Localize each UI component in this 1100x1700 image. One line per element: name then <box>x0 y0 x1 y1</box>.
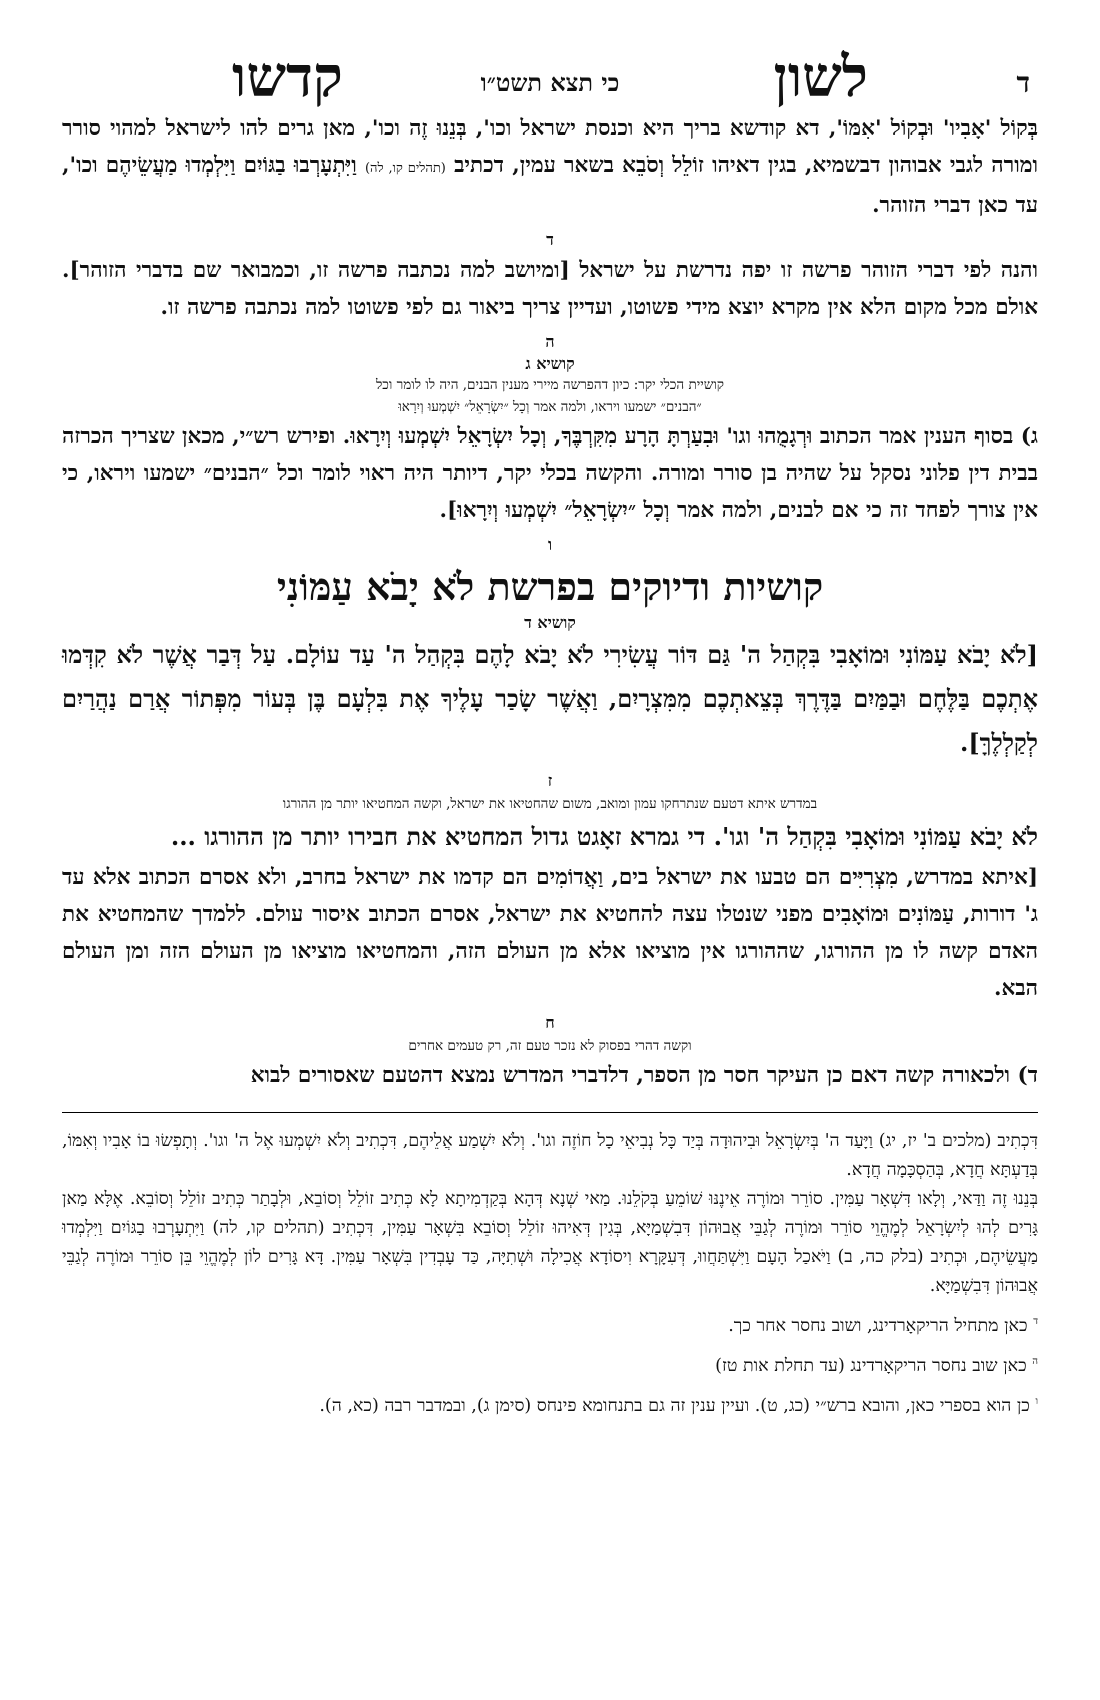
yiddish-paragraph: לֹא יָבֹא עַמּוֹנִי וּמוֹאָבִי בִּקְהַל ה' וגו'. די גמרא זאָגט גדול המחטיא את חבירו יותר מן ההורגו ... <box>170 822 1038 851</box>
footnote-v <box>62 1387 1038 1421</box>
section-letter-d: ד <box>546 230 554 249</box>
running-title-left: קדשו <box>232 44 343 110</box>
intro-reference: (תהלים קו, לה) <box>364 161 446 176</box>
question-4-heading: קושיא ד <box>524 613 576 632</box>
footnote-v-text: כן הוא בספרי כאן, והובא ברש״י (כג, ט). ועיין ענין זה גם בתנחומא פינחס (סימן ג), ובמדבר רבה (כא, ה). <box>319 1395 1030 1416</box>
verse-paragraph: [לֹא יָבֹא עַמּוֹנִי וּמוֹאָבִי בִּקְהַל ה' גַּם דּוֹר עֲשִׂירִי לֹא יָבֹא לָהֶם בִּקְהַל ה' עַד עוֹלָם. עַל דְּבַר אֲשֶׁר לֹא קִדְּמוּ אֶתְכֶם בַּלֶּחֶם וּבַמַּיִם בַּדֶּרֶךְ בְּצֵאתְכֶם מִמִּצְרָיִם, וַאֲשֶׁר שָׂכַר עָלֶיךָ אֶת בִּלְעָם בֶּן בְּעוֹר מִפְּתוֹר אֲרַם נַהֲרַיִם לְקַלְלֶךָּ]. <box>62 640 1038 757</box>
footnote-h <box>62 1347 1038 1381</box>
footnote-zohar-1: דִּכְתִיב (מלכים ב' יז, יג) וַיָּעַד ה' בְּיִשְׂרָאֵל וּבִיהוּדָה בְּיַד כָּל נְבִיאֵי כָל חוֹזֶה וגו'. וְלֹא יִשְׁמַע אֲלֵיהֶם, דִּכְתִיב וְלֹא יִשְׁמְעוּ אֶל ה' וגו'. וְתָפְשׂוּ בוֹ אָבִיו וְאִמּוֹ, בְּדַעְתָּא חֲדָא, בְּהַסְכָּמָה חֲדָא. <box>62 1131 1038 1180</box>
footnote-zohar-2: בְּנֵנוּ זֶה וַדַּאי, וְלָאו דִּשְׁאָר עַמִּין. סוֹרֵר וּמוֹרֶה אֵינֶנּוּ שׁוֹמֵעַ בְּקֹלֵנוּ. מַאי שְׁנָא דְּהָא בְּקַדְמִיתָא לָא כְּתִיב זוֹלֵל וְסוֹבֵא, וּלְבָתַר כְּתִיב זוֹלֵל וְסוֹבֵא. אֶלָּא מַאן גָּרִים לְהוּ לְיִשְׂרָאֵל לְמֶהֱוֵי סוֹרֵר וּמוֹרֶה לְגַבֵּי אֲבוּהוֹן דִּבִשְׁמַיָּא, בְּגִין דְּאִיהוּ זוֹלֵל וְסוֹבֵא בִּשְׁאָר עַמִּין, דִּכְתִיב (תהלים קו, לה) וַיִּתְעָרְבוּ בַגּוֹיִם וַיִּלְמְדוּ מַעֲשֵׂיהֶם, וּכְתִיב (בלק כה, ב) וַיֹּאכַל הָעָם וַיִּשְׁתַּחֲווּ, דְּעִקָּרָא וִיסוֹדָא אֲכִילָה וּשְׁתִיָּה, כַּד עָבְדִין בִּשְׁאָר עַמִּין. דָּא גָּרִים לוֹן לְמֶהֱוֵי בֵּן סוֹרֵר וּמוֹרֶה לְגַבֵּי אֲבוּהוֹן דִּבִשְׁמַיָּא. <box>62 1189 1038 1296</box>
main-text <box>62 110 1038 1094</box>
footnotes <box>62 1127 1038 1420</box>
running-title-center: כי תצא תשט״ו <box>480 68 620 97</box>
question-3-note-line2: ״הבנים״ ישמעו ויראו, ולמה אמר וְכָל ״יִשְׂרָאֵל״ יִשְׁמְעוּ וְיִרָאוּ <box>398 399 702 415</box>
footnote-marker-v: ו <box>1035 1395 1038 1407</box>
footnote-divider <box>62 1112 1038 1113</box>
footnote-h-text: כאן שוב נחסר הריקאָרדינג (עד תחלת אות טז) <box>715 1355 1027 1376</box>
midrash-paragraph: [איתא במדרש, מִצְרִיִּים הם טבעו את ישראל בים, וַאֲדוֹמִים הם קדמו את ישראל בחרב, ולא אסרם הכתוב אלא עד ג' דורות, עַמּוֹנִים וּמוֹאָבִים מפני שנטלו עצה להחטיא את ישראל, אסרם הכתוב איסור עולם. ללמדך שהמחטיא את האדם קשה לו מן ההורגו, שההורגו אין מוציאו אלא מן העולם הזה, והמחטיאו מוציאו מן העולם הזה ומן העולם הבא. <box>62 865 1038 1001</box>
section-letter-v: ו <box>547 535 553 554</box>
footnote-d-text: כאן מתחיל הריקאָרדינג, ושוב נחסר אחר כך. <box>728 1315 1028 1336</box>
section-ch-paragraph: ד) ולכאורה קשה דאם כן העיקר חסר מן הספר, דלדברי המדרש נמצא דהטעם שאסורים לבוא <box>250 1063 1038 1088</box>
page-header <box>62 40 1038 110</box>
section-letter-ch: ח <box>545 1013 555 1032</box>
section-d-paragraph: והנה לפי דברי הזוהר פרשה זו יפה נדרשת על ישראל [ומיושב למה נכתבה פרשה זו, וכמבואר שם בדברי הזוהר]. אולם מכל מקום הלא אין מקרא יוצא מידי פשוטו, ועדיין צריך ביאור גם לפי פשוטו למה נכתבה פרשה זו. <box>62 258 1038 320</box>
intro-paragraph <box>62 110 1038 224</box>
question-3-heading: קושיא ג <box>525 354 575 373</box>
intro-text: בְּקוֹל 'אָבִיו' וּבְקוֹל 'אִמּוֹ', דא קודשא בריך היא וכנסת ישראל וכו', בְּנֵנוּ זֶה וכו', מאן גרים להו לישראל למהוי סורר ומורה לגבי אבוהון דבשמיא, בגין דאיהו זוֹלֵל וְסֹבֵא בשאר עמין, דכתיב <box>62 116 1038 178</box>
intro-text-cont: וַיִּתְעָרְבוּ בַגּוֹיִם וַיִּלְמְדוּ מַעֲשֵׂיהֶם וכו', עד כאן דברי הזוהר. <box>62 153 1038 218</box>
question-3-note <box>270 374 830 418</box>
footnote-marker-d: ד <box>1033 1316 1038 1327</box>
running-title-right: לשון <box>773 44 868 110</box>
difficulty-note: וקשה דהרי בפסוק לא נזכר טעם זה, רק טעמים אחרים <box>408 1038 692 1054</box>
midrash-note: במדרש איתא דטעם שנתרחקו עמון ומואב, משום שהחטיאו את ישראל, וקשה המחטיאו יותר מן ההורגו <box>282 796 818 812</box>
footnote-d <box>62 1307 1038 1341</box>
section-letter-z: ז <box>547 771 553 790</box>
section-title: קושיות ודיוקים בפרשת לֹא יָבֹא עַמּוֹנִי <box>276 564 824 609</box>
section-h-paragraph: ג) בסוף הענין אמר הכתוב וּרְגָמֻהוּ וגו' וּבִעַרְתָּ הָרָע מִקִּרְבֶּךָ, וְכָל יִשְׂרָאֵל יִשְׁמְעוּ וְיִרָאוּ. ופירש רש״י, מכאן שצריך הכרזה בבית דין פלוני נסקל על שהיה בן סורר ומורה. והקשה בכלי יקר, דיותר היה ראוי לומר וכל ״הבנים״ ישמעו ויראו, כי אין צורך לפחד זה כי אם לבנים, ולמה אמר וְכָל ״יִשְׂרָאֵל״ יִשְׁמְעוּ וְיִרָאוּ]. <box>62 424 1038 523</box>
page-letter: ד <box>1016 66 1030 99</box>
footnote-marker-h: ה <box>1032 1355 1038 1367</box>
section-letter-h: ה <box>545 332 555 351</box>
question-3-note-line1: קושיית הכלי יקר: כיון דהפרשה מיירי מענין הבנים, היה לו לומר וכל <box>375 377 725 393</box>
